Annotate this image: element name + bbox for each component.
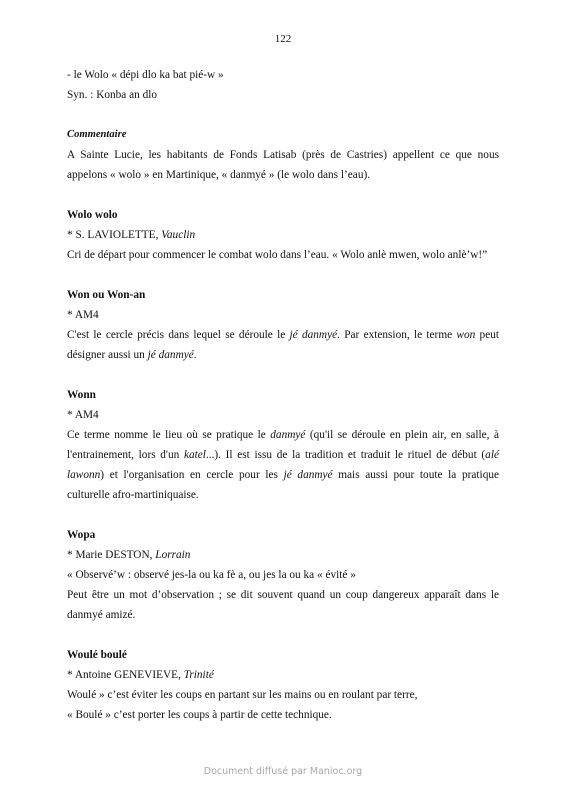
text-run-italic: katel <box>183 449 206 461</box>
commentaire-line: appelons « wolo » en Martinique, « danmyé » (le wolo dans l’eau). <box>67 169 371 181</box>
spacer <box>67 105 499 125</box>
source-place: Vauclin <box>161 229 196 241</box>
spacer <box>67 185 499 205</box>
entry-source: * AM4 <box>67 309 99 321</box>
spacer <box>67 625 499 645</box>
entry-definition <box>67 325 499 345</box>
footer-watermark: Document diffusé par Manioc.org <box>203 766 363 777</box>
spacer <box>67 505 499 525</box>
entry-source <box>67 665 499 685</box>
text-run: peut <box>475 329 500 341</box>
entry-definition <box>67 445 499 465</box>
document-body <box>67 65 499 725</box>
text-run: l'entrainement, lors d'un <box>67 449 184 461</box>
entry-definition: « Observé’w : observé jes-la ou ka fè a, ou jes la ou ka « évité » <box>67 569 356 581</box>
entry-definition: Peut être un mot d’observation ; se dit souvent quand un coup dangereux apparaît dans le <box>67 589 499 601</box>
entry-definition: Cri de départ pour commencer le combat wolo dans l’eau. « Wolo anlè mwen, wolo anlè’w!” <box>67 249 488 261</box>
source-place: Trinité <box>183 669 214 681</box>
text-run: C'est le cercle précis dans lequel se déroule le <box>67 329 290 341</box>
source-name: * S. LAVIOLETTE, <box>67 229 162 241</box>
source-name: * Marie DESTON, <box>67 549 156 561</box>
entry-title-wopa: Wopa <box>67 529 96 541</box>
text-run-italic: jé danmyé <box>289 329 338 341</box>
page-number: 122 <box>274 33 292 45</box>
entry-title-wonn: Wonn <box>67 389 96 401</box>
text-run-italic: jé danmyé <box>283 469 333 481</box>
text-run: ) et l'organisation en cercle pour les <box>100 469 284 481</box>
entry-definition <box>67 345 499 365</box>
text-run: (qu'il se déroule en plein air, en salle, à <box>305 429 499 441</box>
entry-definition: « Boulé » c’est porter les coups à partir de cette technique. <box>67 709 332 721</box>
synonym-line: Syn. : Konba an dlo <box>67 89 158 101</box>
spacer <box>67 265 499 285</box>
spacer <box>67 365 499 385</box>
source-name: * Antoine GENEVIEVE, <box>67 669 184 681</box>
text-run-italic: danmyé <box>270 429 306 441</box>
entry-definition: Woulé » c’est éviter les coups en partant sur les mains ou en roulant par terre, <box>67 689 418 701</box>
text-run-italic: jé danmyé <box>147 349 194 361</box>
entry-source <box>67 545 499 565</box>
text-run: . <box>193 349 197 361</box>
commentaire-line: A Sainte Lucie, les habitants de Fonds Latisab (près de Castries) appellent ce que nous <box>67 149 499 161</box>
text-run-italic: alé <box>485 449 499 461</box>
entry-source: * AM4 <box>67 409 99 421</box>
text-run: mais aussi pour toute la pratique <box>332 469 500 481</box>
entry-title-woule-boule: Woulé boulé <box>67 649 127 661</box>
entry-source <box>67 225 499 245</box>
text-run-italic: lawonn <box>67 469 101 481</box>
entry-definition <box>67 465 499 485</box>
commentaire-heading: Commentaire <box>67 129 127 140</box>
entry-title-wolo-wolo: Wolo wolo <box>67 209 118 221</box>
intro-line: - le Wolo « dépi dlo ka bat pié-w » <box>67 69 224 81</box>
entry-definition: danmyé amizé. <box>67 609 136 621</box>
source-place: Lorrain <box>155 549 191 561</box>
text-run: . Par extension, le terme <box>337 329 457 341</box>
text-run-italic: won <box>456 329 476 341</box>
entry-definition: culturelle afro-martiniquaise. <box>67 489 199 501</box>
entry-title-won: Won ou Won-an <box>67 289 146 301</box>
text-run: désigner aussi un <box>67 349 148 361</box>
entry-definition <box>67 425 499 445</box>
text-run: Ce terme nomme le lieu où se pratique le <box>67 429 271 441</box>
text-run: ...). Il est issu de la tradition et traduit le rituel de début ( <box>205 449 486 461</box>
